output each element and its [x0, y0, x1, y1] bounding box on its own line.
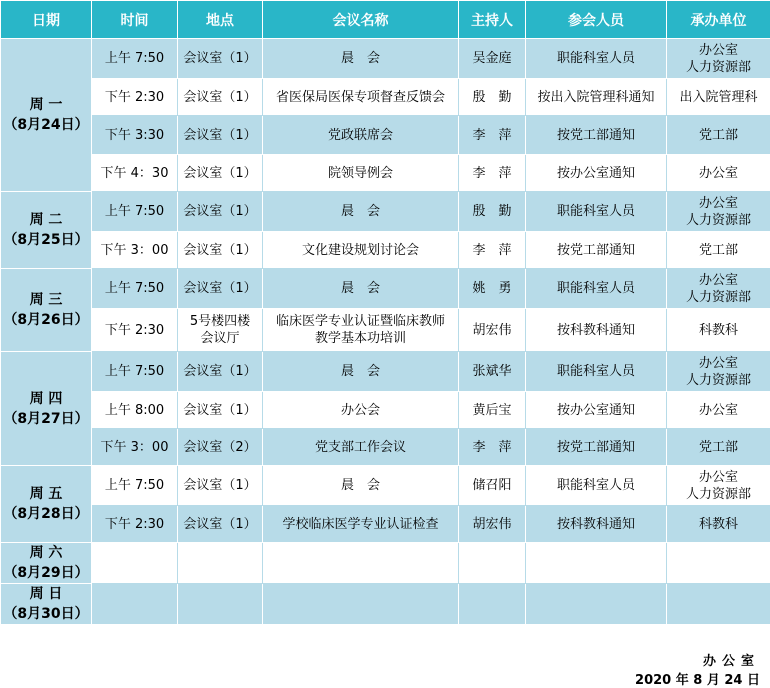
footer-date: 2020 年 8 月 24 日 [635, 673, 760, 688]
cell-attendees [526, 543, 667, 584]
day-label: 周 四 [29, 390, 63, 407]
cell-place: 会议室（1） [178, 79, 263, 116]
cell-name: 办公会 [263, 392, 459, 429]
cell-time: 下午 3：00 [92, 232, 178, 269]
cell-organizer: 党工部 [667, 429, 770, 466]
cell-name: 学校临床医学专业认证检查 [263, 506, 459, 543]
header-date: 日期 [1, 1, 92, 39]
cell-time: 下午 2:30 [92, 309, 178, 352]
day-cell [1, 466, 92, 543]
header-host: 主持人 [459, 1, 526, 39]
cell-attendees: 按出入院管理科通知 [526, 79, 667, 116]
day-cell [1, 192, 92, 269]
cell-attendees: 按办公室通知 [526, 392, 667, 429]
cell-host [459, 543, 526, 584]
header-time: 时间 [92, 1, 178, 39]
cell-organizer [667, 584, 770, 625]
cell-host: 张斌华 [459, 352, 526, 392]
cell-name: 党政联席会 [263, 116, 459, 155]
cell-place: 会议室（1） [178, 155, 263, 192]
cell-time: 上午 7:50 [92, 192, 178, 232]
cell-organizer [667, 543, 770, 584]
cell-name: 晨 会 [263, 192, 459, 232]
cell-name [263, 584, 459, 625]
cell-place: 会议室（1） [178, 192, 263, 232]
cell-attendees: 职能科室人员 [526, 269, 667, 309]
table-row [1, 155, 770, 192]
cell-attendees: 按科教科通知 [526, 506, 667, 543]
cell-time: 上午 8:00 [92, 392, 178, 429]
cell-host: 吴金庭 [459, 39, 526, 79]
cell-name: 晨 会 [263, 269, 459, 309]
day-cell [1, 269, 92, 352]
cell-place: 会议室（1） [178, 116, 263, 155]
day-label: 周 日 [29, 586, 63, 602]
table-row [1, 392, 770, 429]
cell-organizer: 办公室 人力资源部 [667, 466, 770, 506]
cell-organizer: 办公室 人力资源部 [667, 269, 770, 309]
cell-place: 会议室（1） [178, 232, 263, 269]
day-date: （8月27日） [3, 410, 89, 427]
cell-name: 晨 会 [263, 39, 459, 79]
cell-attendees [526, 584, 667, 625]
cell-attendees: 按党工部通知 [526, 116, 667, 155]
table-row [1, 584, 770, 625]
cell-attendees: 按党工部通知 [526, 232, 667, 269]
cell-organizer: 党工部 [667, 116, 770, 155]
day-date: （8月30日） [3, 606, 89, 622]
cell-place: 会议室（1） [178, 39, 263, 79]
cell-host: 胡宏伟 [459, 506, 526, 543]
footer-office: 办公室 [702, 654, 760, 669]
cell-time: 上午 7:50 [92, 269, 178, 309]
day-label: 周 三 [29, 292, 63, 308]
cell-place: 会议室（1） [178, 506, 263, 543]
cell-time [92, 584, 178, 625]
cell-name: 晨 会 [263, 352, 459, 392]
cell-name: 党支部工作会议 [263, 429, 459, 466]
schedule-body [1, 39, 770, 625]
table-row [1, 269, 770, 309]
header-meeting-name: 会议名称 [263, 1, 459, 39]
table-row [1, 192, 770, 232]
header-row [1, 1, 770, 39]
day-label: 周 一 [29, 97, 63, 113]
day-cell [1, 39, 92, 192]
cell-organizer: 出入院管理科 [667, 79, 770, 116]
cell-attendees: 按党工部通知 [526, 429, 667, 466]
day-date: （8月29日） [3, 565, 89, 581]
table-row [1, 543, 770, 584]
cell-time: 上午 7:50 [92, 39, 178, 79]
header-place: 地点 [178, 1, 263, 39]
cell-host: 李 萍 [459, 116, 526, 155]
day-label: 周 六 [29, 545, 63, 561]
cell-organizer: 科教科 [667, 506, 770, 543]
cell-place: 会议室（2） [178, 429, 263, 466]
day-date: （8月24日） [3, 117, 89, 133]
table-row [1, 466, 770, 506]
cell-time: 下午 3：00 [92, 429, 178, 466]
cell-host: 胡宏伟 [459, 309, 526, 352]
cell-place: 5号楼四楼 会议厅 [178, 309, 263, 352]
cell-host: 李 萍 [459, 155, 526, 192]
header-organizer: 承办单位 [667, 1, 770, 39]
day-date: （8月26日） [3, 312, 89, 328]
table-row [1, 79, 770, 116]
cell-organizer: 办公室 人力资源部 [667, 352, 770, 392]
cell-time: 上午 7:50 [92, 352, 178, 392]
cell-name: 省医保局医保专项督查反馈会 [263, 79, 459, 116]
cell-organizer: 科教科 [667, 309, 770, 352]
day-cell [1, 543, 92, 584]
cell-name [263, 543, 459, 584]
cell-organizer: 党工部 [667, 232, 770, 269]
cell-place: 会议室（1） [178, 269, 263, 309]
cell-host: 李 萍 [459, 429, 526, 466]
cell-host: 殷 勤 [459, 192, 526, 232]
day-cell [1, 352, 92, 466]
cell-host: 黄后宝 [459, 392, 526, 429]
cell-time: 上午 7:50 [92, 466, 178, 506]
cell-name: 文化建设规划讨论会 [263, 232, 459, 269]
table-row [1, 116, 770, 155]
table-row [1, 39, 770, 79]
cell-attendees: 职能科室人员 [526, 466, 667, 506]
cell-place: 会议室（1） [178, 352, 263, 392]
cell-place [178, 543, 263, 584]
table-row [1, 506, 770, 543]
day-label: 周 二 [29, 212, 63, 228]
cell-host: 储召阳 [459, 466, 526, 506]
cell-attendees: 职能科室人员 [526, 192, 667, 232]
cell-time: 下午 2:30 [92, 79, 178, 116]
table-row [1, 429, 770, 466]
cell-host: 李 萍 [459, 232, 526, 269]
cell-attendees: 按办公室通知 [526, 155, 667, 192]
day-cell [1, 584, 92, 625]
cell-host [459, 584, 526, 625]
cell-attendees: 职能科室人员 [526, 39, 667, 79]
cell-organizer: 办公室 人力资源部 [667, 39, 770, 79]
cell-attendees: 按科教科通知 [526, 309, 667, 352]
cell-organizer: 办公室 [667, 392, 770, 429]
cell-time: 下午 2:30 [92, 506, 178, 543]
cell-place: 会议室（1） [178, 392, 263, 429]
cell-time [92, 543, 178, 584]
cell-place [178, 584, 263, 625]
cell-name: 院领导例会 [263, 155, 459, 192]
table-row [1, 232, 770, 269]
cell-time: 下午 3:30 [92, 116, 178, 155]
cell-attendees: 职能科室人员 [526, 352, 667, 392]
table-row [1, 352, 770, 392]
cell-host: 殷 勤 [459, 79, 526, 116]
table-row [1, 309, 770, 352]
cell-host: 姚 勇 [459, 269, 526, 309]
cell-place: 会议室（1） [178, 466, 263, 506]
day-label: 周 五 [29, 486, 63, 502]
cell-name: 晨 会 [263, 466, 459, 506]
day-date: （8月25日） [3, 232, 89, 248]
cell-organizer: 办公室 人力资源部 [667, 192, 770, 232]
header-attendees: 参会人员 [526, 1, 667, 39]
cell-organizer: 办公室 [667, 155, 770, 192]
cell-name: 临床医学专业认证暨临床教师 教学基本功培训 [263, 309, 459, 352]
cell-time: 下午 4：30 [92, 155, 178, 192]
day-date: （8月28日） [3, 506, 89, 522]
